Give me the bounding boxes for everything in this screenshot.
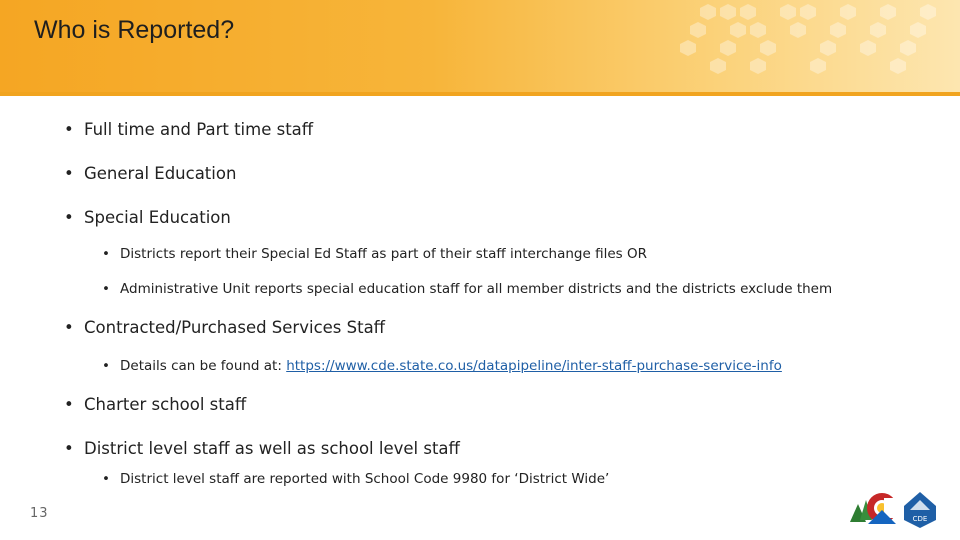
sub-bullet-item: • Districts report their Special Ed Staff as part of their staff interchange files OR <box>102 246 647 262</box>
svg-text:CDE: CDE <box>912 515 928 523</box>
bullet-item: • District level staff as well as school level staff <box>64 439 460 458</box>
header-underline <box>0 92 960 96</box>
bullet-item: • Full time and Part time staff <box>64 120 314 139</box>
purchase-service-info-link[interactable]: https://www.cde.state.co.us/datapipeline/inter-staff-purchase-service-info <box>286 358 782 374</box>
bullet-item: • General Education <box>64 164 237 183</box>
sub-bullet-item: • District level staff are reported with School Code 9980 for ‘District Wide’ <box>102 471 610 487</box>
colorado-cde-logos-icon <box>846 484 946 528</box>
sub-bullet-item: • Administrative Unit reports special education staff for all member districts and the districts exclude them <box>102 281 833 297</box>
page-title: Who is Reported? <box>34 16 235 44</box>
page-number: 13 <box>30 506 49 521</box>
bullet-item: • Charter school staff <box>64 395 247 414</box>
sub-bullet-item: • Details can be found at: https://www.cde.state.co.us/datapipeline/inter-staff-purchase-service-info <box>102 358 782 374</box>
bullet-item: • Special Education <box>64 208 231 227</box>
bullet-item: • Contracted/Purchased Services Staff <box>64 318 386 337</box>
hexagon-pattern-icon <box>660 0 960 92</box>
